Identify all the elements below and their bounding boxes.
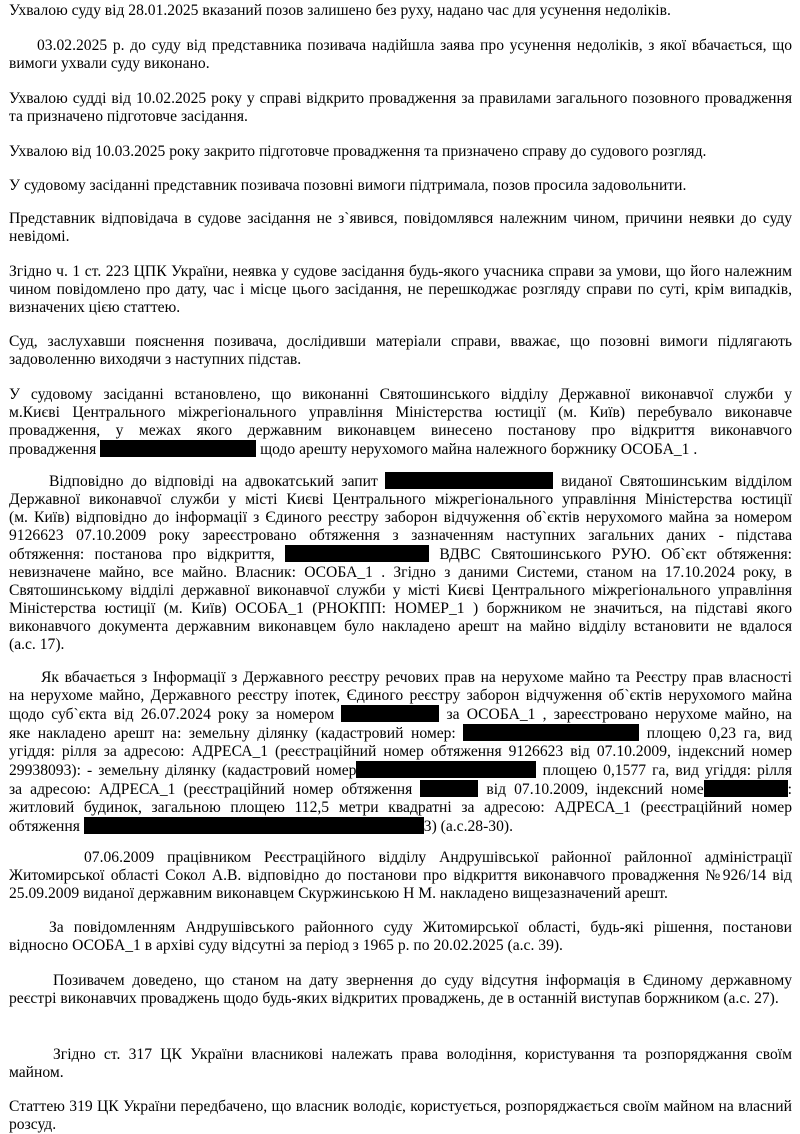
text-fragment: виданої Святошинським відділом xyxy=(561,473,792,490)
redaction-block xyxy=(84,817,424,834)
text-line xyxy=(9,440,792,459)
text-line: (м. Київ) відповідно до інформації з Єдиного реєстру заборон відчуження об`єктів нерухомого майна за номером xyxy=(9,509,792,526)
text-line xyxy=(9,545,792,564)
redaction-block xyxy=(341,705,439,722)
text-fragment: 3) (а.с.28-30). xyxy=(423,818,513,835)
text-fragment: 29938093): - земельну ділянку (кадастровий номер xyxy=(9,762,357,779)
text-fragment: площею 0,23 га, вид xyxy=(646,725,792,742)
text-line: невизначене майно, все майно. Власник: ОСОБА_1 . Згідно з даними Системи, станом на 17.10.2024 року, в xyxy=(9,564,792,581)
paragraph: За повідомленням Андрушівського районного суду Житомирської області, будь-які рішення, постанови відносно ОСОБА_1 в архіві суду відсутні за період з 1965 р. по 20.02.2025 (а.с. 39). xyxy=(9,919,792,954)
paragraph: У судовому засіданні представник позивача позовні вимоги підтримала, позов просила задовольнити. xyxy=(9,177,687,194)
text-fragment: площею 0,1577 га, вид угіддя: рілля xyxy=(542,762,792,779)
text-line: 9126623 07.10.2009 року зареєстровано обтяження з зазначенням наступних загальних даних - підстава xyxy=(9,527,792,544)
paragraph-response xyxy=(9,472,792,654)
paragraph: Ухвалою судді від 10.02.2025 року у справі відкрито провадження за правилами загального позовного провадження та призначено підготовче засідання. xyxy=(9,90,792,125)
text-line: Святошинському відділі державної виконавчої служби у місті Києві Центрального міжрегіонального управління xyxy=(9,582,792,599)
paragraph-registry xyxy=(9,669,792,836)
text-line: виконавчого документа державним виконавцем було накладено арешт на майно відділу встановити не вдалося xyxy=(9,618,792,635)
text-fragment: провадження xyxy=(9,441,97,458)
paragraph: Позивачем доведено, що станом на дату звернення до суду відсутня інформація в Єдиному державному реєстрі виконавчих проваджень щодо будь-яких відкритих проваджень, де в останній виступав боржником (а.с. 27). xyxy=(9,972,792,1007)
redaction-block xyxy=(420,780,478,797)
text-line: угіддя: рілля за адресою: АДРЕСА_1 (реєстраційний номер обтяження 9126623 від 07.10.2009, індексний номер xyxy=(9,743,792,760)
paragraph: Згідно ч. 1 ст. 223 ЦПК України, неявка у судове засідання будь-якого учасника справи за умови, що його належним чином повідомлено про дату, час і місце цього засідання, не перешкоджає розгляду справи по суті, крім випадків, визначених цією статтею. xyxy=(9,263,792,316)
text-line: Міністерства юстиції (м. Київ) ОСОБА_1 (РНОКПП: НОМЕР_1 ) боржником не значиться, на підставі якого xyxy=(9,600,792,617)
text-line: (а.с. 17). xyxy=(9,636,65,653)
text-line xyxy=(9,724,792,743)
text-fragment: Відповідно до відповіді на адвокатський запит xyxy=(49,473,378,490)
paragraph: Представник відповідача в судове засідання не з`явився, повідомлявся належним чином, причини неявки до суду невідомі. xyxy=(9,210,792,245)
text-fragment: яке накладено арешт на: земельну ділянку (кадастровий номер: xyxy=(9,725,456,742)
text-line: провадження, у межах якого державним виконавцем винесено постанову про відкриття виконавчого xyxy=(9,422,792,439)
text-fragment: за ОСОБА_1 , зареєстровано нерухоме майно, на xyxy=(446,706,792,723)
paragraph: Ухвалою суду від 28.01.2025 вказаний позов залишено без руху, надано час для усунення недоліків. xyxy=(9,2,671,19)
paragraph: Статтею 319 ЦК України передбачено, що власник володіє, користується, розпоряджається своїм майном на власний розсуд. xyxy=(9,1098,792,1133)
paragraph: Ухвалою від 10.03.2025 року закрито підготовче провадження та призначено справу до судового розгляд. xyxy=(9,143,707,160)
text-line xyxy=(9,761,792,780)
text-fragment: обтяження: постанова про відкриття, xyxy=(9,546,275,563)
text-fragment: ВДВС Святошинського РУЮ. Об`єкт обтяження: xyxy=(439,546,792,563)
text-line: житловий будинок, загальною площею 112,5 метри квадратні за адресою: АДРЕСА_1 (реєстраційний номер xyxy=(9,799,792,816)
text-line: У судовому засіданні встановлено, що виконанні Святошинського відділу Державної виконавчої служби у xyxy=(9,386,792,403)
text-line: на нерухоме майно, Державного реєстру іпотек, Єдиного реєстру заборон відчуження об`єктів нерухомого майна xyxy=(9,687,792,704)
text-line xyxy=(9,705,792,724)
text-line xyxy=(9,780,792,799)
paragraph-enforcement xyxy=(9,386,792,459)
paragraph: 03.02.2025 р. до суду від представника позивача надійшла заява про усунення недоліків, з якої вбачається, що вимоги ухвали суду виконано. xyxy=(9,37,792,72)
text-line: Державної виконавчої служби у місті Києві Центрального міжрегіонального управління Міністерства юстиції xyxy=(9,491,792,508)
text-fragment: : xyxy=(787,781,792,798)
redaction-block xyxy=(463,724,639,741)
text-line xyxy=(9,817,792,836)
redaction-block xyxy=(100,440,256,457)
text-fragment: від 07.10.2009, індексний номе xyxy=(486,781,704,798)
text-fragment: щодо суб`єкта від 26.07.2024 року за номером xyxy=(9,706,335,723)
paragraph: 07.06.2009 працівником Реєстраційного відділу Андрушівської районної райлонної адміністрації Житомирської області Сокол А.В. відповідно до постанови про відкриття виконавчого провадження №926/14 від 25.09.2009 виданої державним виконавцем Скуржинською Н М. накладено вищезазначений арешт. xyxy=(9,849,792,902)
text-line: Як вбачається з Інформації з Державного реєстру речових прав на нерухоме майно та Реєстру прав власності xyxy=(41,669,792,686)
redaction-block xyxy=(385,472,553,489)
text-line xyxy=(9,472,792,491)
text-fragment: щодо арешту нерухомого майна належного боржнику ОСОБА_1 . xyxy=(260,441,698,458)
redaction-block xyxy=(356,761,536,778)
redaction-block xyxy=(704,780,788,797)
paragraph: Суд, заслухавши пояснення позивача, дослідивши матеріали справи, вважає, що позовні вимоги підлягають задоволенню виходячи з наступних підстав. xyxy=(9,333,792,368)
text-line: м.Києві Центрального міжрегіонального управління Міністерства юстиції (м. Київ) перебувало виконавче xyxy=(9,404,792,421)
redaction-block xyxy=(285,545,429,562)
text-fragment: обтяження xyxy=(9,818,80,835)
text-fragment: за адресою: АДРЕСА_1 (реєстраційний номер обтяження xyxy=(9,781,413,798)
paragraph: Згідно ст. 317 ЦК України власникові належать права володіння, користування та розпоряджання своїм майном. xyxy=(9,1046,792,1081)
